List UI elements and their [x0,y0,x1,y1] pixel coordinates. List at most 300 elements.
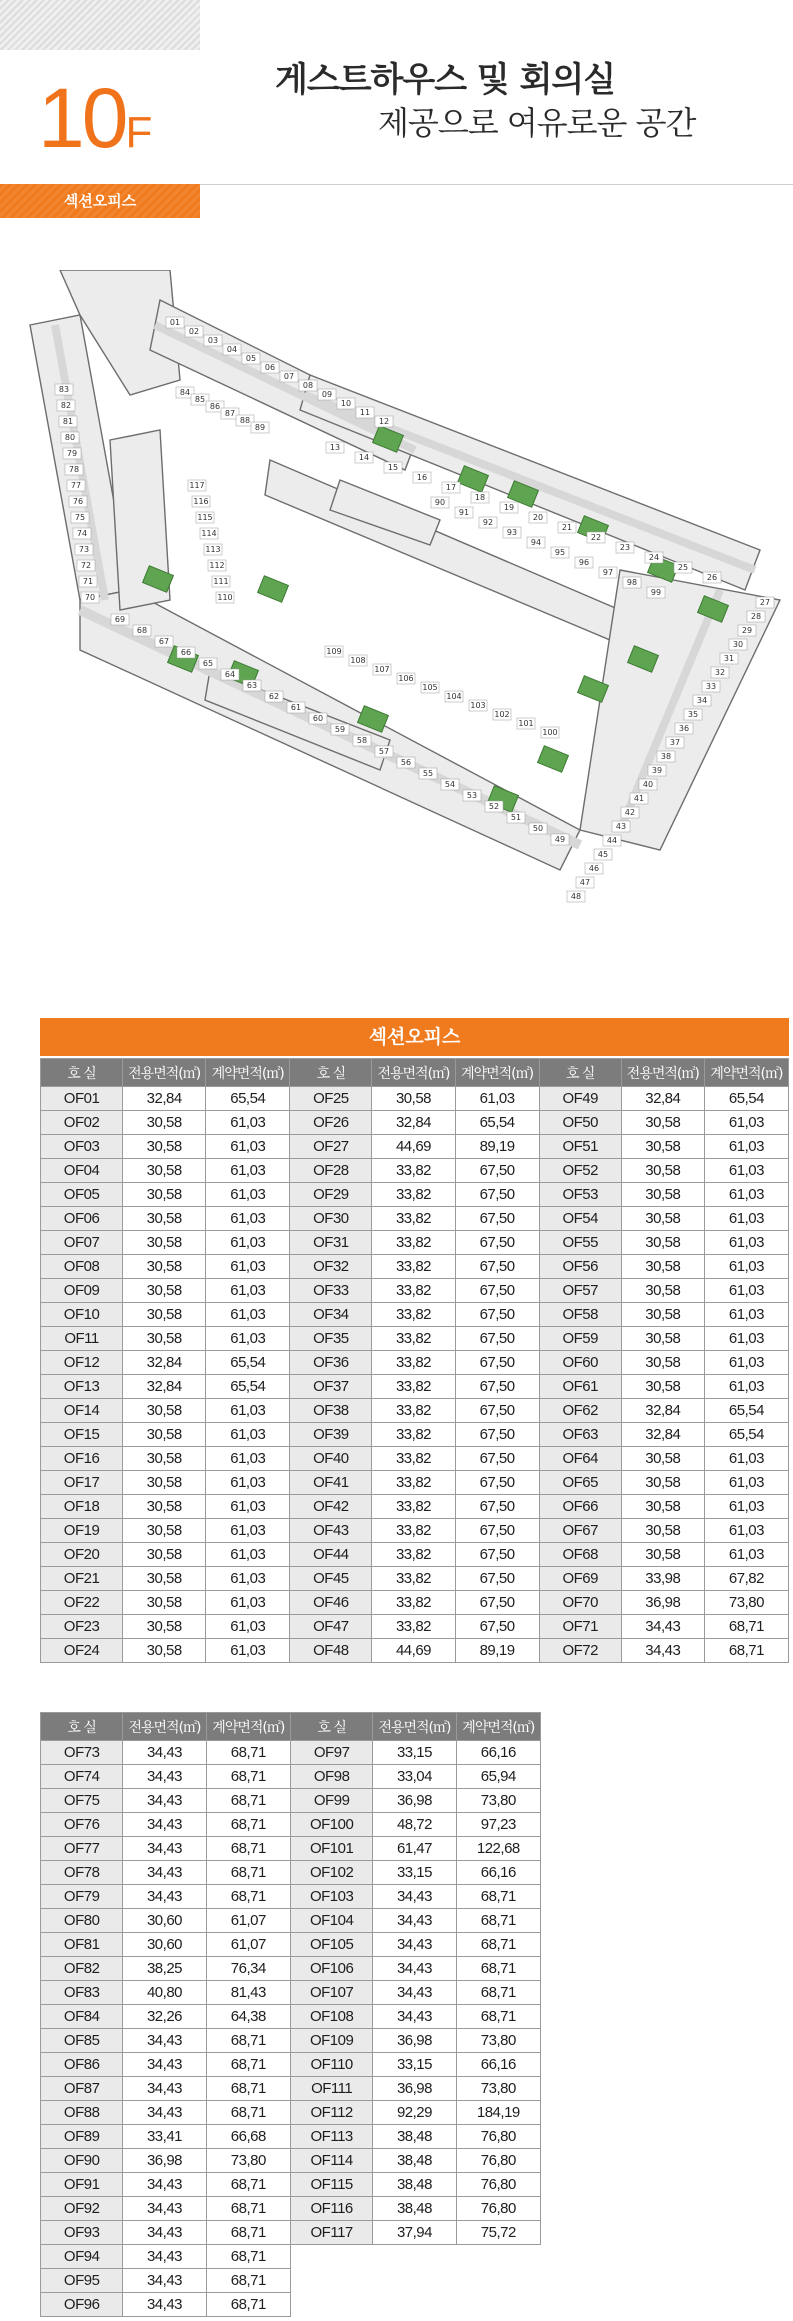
exclusive-area-cell: 30,58 [123,1567,206,1591]
contract-area-cell: 65,54 [206,1351,290,1375]
unit-cell: OF36 [290,1351,372,1375]
header-unit: 호 실 [539,1059,621,1087]
exclusive-area-cell: 33,82 [372,1255,455,1279]
contract-area-cell: 68,71 [206,1885,290,1909]
room-number-label: 08 [302,381,314,390]
exclusive-area-cell: 30,58 [123,1159,206,1183]
exclusive-area-cell: 34,43 [123,2221,206,2245]
exclusive-area-cell: 34,43 [123,2197,206,2221]
table-row [41,1447,789,1471]
exclusive-area-cell: 33,82 [372,1615,455,1639]
room-number-label: 62 [268,692,280,701]
floor-plan [20,270,793,910]
contract-area-cell: 61,03 [704,1279,788,1303]
unit-cell: OF21 [41,1567,123,1591]
table-row [41,1861,541,1885]
contract-area-cell: 89,19 [455,1639,539,1663]
courtyard-green [538,746,569,772]
room-number-label: 102 [494,710,510,719]
room-number-label: 101 [518,719,534,728]
unit-cell: OF35 [290,1327,372,1351]
table-row [41,2197,541,2221]
exclusive-area-cell: 30,58 [123,1639,206,1663]
unit-cell: OF97 [290,1741,372,1765]
table-row [41,2077,541,2101]
room-number-label: 60 [312,714,324,723]
unit-cell: OF11 [41,1327,123,1351]
exclusive-area-cell: 30,58 [621,1159,704,1183]
exclusive-area-cell: 30,58 [621,1471,704,1495]
contract-area-cell: 67,50 [455,1615,539,1639]
unit-cell: OF33 [290,1279,372,1303]
unit-cell: OF42 [290,1495,372,1519]
contract-area-cell: 61,03 [206,1519,290,1543]
empty-cell [290,2293,372,2317]
contract-area-cell: 61,07 [206,1933,290,1957]
exclusive-area-cell: 30,58 [123,1471,206,1495]
table-row [41,2053,541,2077]
contract-area-cell: 76,80 [456,2149,540,2173]
unit-cell: OF14 [41,1399,123,1423]
exclusive-area-cell: 33,82 [372,1351,455,1375]
unit-cell: OF99 [290,1789,372,1813]
exclusive-area-cell: 36,98 [373,2029,456,2053]
room-number-label: 55 [422,769,434,778]
exclusive-area-cell: 30,58 [123,1495,206,1519]
unit-cell: OF20 [41,1543,123,1567]
unit-cell: OF41 [290,1471,372,1495]
exclusive-area-cell: 32,84 [123,1351,206,1375]
contract-area-cell: 76,80 [456,2197,540,2221]
exclusive-area-cell: 30,58 [123,1207,206,1231]
exclusive-area-cell: 34,43 [373,2005,456,2029]
table-row [41,1765,541,1789]
contract-area-cell: 61,03 [704,1495,788,1519]
room-number-label: 71 [82,577,94,586]
room-number-label: 111 [213,577,229,586]
room-number-label: 15 [387,463,399,472]
exclusive-area-cell: 33,15 [373,1741,456,1765]
section-tag: 섹션오피스 [0,184,200,218]
room-number-label: 39 [651,766,663,775]
contract-area-cell: 67,50 [455,1471,539,1495]
table-row [41,1981,541,2005]
unit-cell: OF02 [41,1111,123,1135]
contract-area-cell: 61,03 [206,1567,290,1591]
table-row [41,1615,789,1639]
header-contract-area: 계약면적(㎡) [206,1059,290,1087]
exclusive-area-cell: 32,26 [123,2005,206,2029]
header-contract-area: 계약면적(㎡) [206,1713,290,1741]
floor-number-digits: 10 [38,71,126,165]
exclusive-area-cell: 30,58 [123,1111,206,1135]
contract-area-cell: 122,68 [456,1837,540,1861]
contract-area-cell: 73,80 [456,1789,540,1813]
contract-area-cell: 73,80 [206,2149,290,2173]
exclusive-area-cell: 33,82 [372,1423,455,1447]
unit-cell: OF89 [41,2125,123,2149]
exclusive-area-cell: 33,82 [372,1495,455,1519]
exclusive-area-cell: 30,58 [372,1087,455,1111]
unit-cell: OF15 [41,1423,123,1447]
contract-area-cell: 67,50 [455,1399,539,1423]
contract-area-cell: 67,50 [455,1495,539,1519]
exclusive-area-cell: 30,58 [621,1255,704,1279]
unit-cell: OF107 [290,1981,372,2005]
unit-cell: OF34 [290,1303,372,1327]
unit-cell: OF57 [539,1279,621,1303]
exclusive-area-cell: 30,58 [621,1135,704,1159]
unit-cell: OF47 [290,1615,372,1639]
room-number-label: 107 [374,665,390,674]
room-number-label: 100 [542,728,558,737]
exclusive-area-cell: 34,43 [373,1933,456,1957]
unit-cell: OF75 [41,1789,123,1813]
room-number-label: 49 [554,835,566,844]
room-number-label: 33 [705,682,717,691]
table-row [41,1087,789,1111]
table-row [41,1837,541,1861]
empty-cell [290,2269,372,2293]
exclusive-area-cell: 36,98 [123,2149,206,2173]
exclusive-area-cell: 34,43 [123,2053,206,2077]
contract-area-cell: 67,50 [455,1519,539,1543]
unit-cell: OF113 [290,2125,372,2149]
exclusive-area-cell: 61,47 [373,1837,456,1861]
exclusive-area-cell: 33,15 [373,2053,456,2077]
exclusive-area-cell: 92,29 [373,2101,456,2125]
table-row [41,2005,541,2029]
contract-area-cell: 61,03 [704,1447,788,1471]
contract-area-cell: 67,50 [455,1543,539,1567]
contract-area-cell: 66,68 [206,2125,290,2149]
contract-area-cell: 68,71 [456,1933,540,1957]
table-row [41,2173,541,2197]
contract-area-cell: 65,54 [206,1375,290,1399]
room-number-label: 16 [416,473,428,482]
room-number-label: 72 [80,561,92,570]
unit-cell: OF81 [41,1933,123,1957]
room-number-label: 69 [114,615,126,624]
exclusive-area-cell: 32,84 [123,1087,206,1111]
room-number-label: 89 [254,423,266,432]
unit-cell: OF25 [290,1087,372,1111]
contract-area-cell: 73,80 [456,2077,540,2101]
header-contract-area: 계약면적(㎡) [704,1059,788,1087]
exclusive-area-cell: 33,82 [372,1543,455,1567]
room-number-label: 02 [188,327,200,336]
exclusive-area-cell: 34,43 [123,1885,206,1909]
table-row [41,1543,789,1567]
header-contract-area: 계약면적(㎡) [455,1059,539,1087]
contract-area-cell: 65,54 [704,1087,788,1111]
contract-area-cell: 68,71 [206,1789,290,1813]
room-number-label: 59 [334,725,346,734]
exclusive-area-cell: 33,82 [372,1591,455,1615]
room-number-label: 85 [194,395,206,404]
exclusive-area-cell: 30,58 [123,1447,206,1471]
room-number-label: 79 [66,449,78,458]
exclusive-area-cell: 30,60 [123,1909,206,1933]
contract-area-cell: 68,71 [456,1981,540,2005]
floor-number [38,71,153,173]
room-number-label: 61 [290,703,302,712]
exclusive-area-cell: 34,43 [123,2293,206,2317]
contract-area-cell: 61,03 [704,1471,788,1495]
unit-cell: OF105 [290,1933,372,1957]
unit-cell: OF50 [539,1111,621,1135]
exclusive-area-cell: 34,43 [373,1909,456,1933]
contract-area-cell: 67,50 [455,1279,539,1303]
unit-cell: OF87 [41,2077,123,2101]
contract-area-cell: 61,03 [206,1543,290,1567]
table-row [41,1639,789,1663]
room-number-label: 108 [350,656,366,665]
unit-cell: OF08 [41,1255,123,1279]
exclusive-area-cell: 36,98 [373,1789,456,1813]
header-unit: 호 실 [290,1713,372,1741]
contract-area-cell: 68,71 [206,1741,290,1765]
header-unit: 호 실 [290,1059,372,1087]
contract-area-cell: 67,50 [455,1447,539,1471]
contract-area-cell: 67,50 [455,1351,539,1375]
unit-cell: OF56 [539,1255,621,1279]
contract-area-cell: 61,03 [704,1543,788,1567]
exclusive-area-cell: 38,25 [123,1957,206,1981]
exclusive-area-cell: 30,58 [123,1615,206,1639]
contract-area-cell: 61,03 [704,1231,788,1255]
header-exclusive-area: 전용면적(㎡) [123,1713,206,1741]
unit-cell: OF58 [539,1303,621,1327]
contract-area-cell: 61,03 [704,1519,788,1543]
empty-cell [456,2245,540,2269]
contract-area-cell: 61,03 [206,1591,290,1615]
exclusive-area-cell: 33,98 [621,1567,704,1591]
table-row [41,1183,789,1207]
unit-cell: OF55 [539,1231,621,1255]
room-number-label: 65 [202,659,214,668]
table-row [41,1591,789,1615]
table-row [41,2125,541,2149]
table-row [41,1885,541,1909]
exclusive-area-cell: 34,43 [123,1765,206,1789]
exclusive-area-cell: 32,84 [621,1399,704,1423]
contract-area-cell: 61,03 [704,1375,788,1399]
exclusive-area-cell: 33,82 [372,1327,455,1351]
room-number-label: 31 [723,654,735,663]
table-row [41,1351,789,1375]
header-contract-area: 계약면적(㎡) [456,1713,540,1741]
exclusive-area-cell: 34,43 [123,2029,206,2053]
contract-area-cell: 76,34 [206,1957,290,1981]
contract-area-cell: 73,80 [456,2029,540,2053]
area-table-2-body [41,1741,541,2317]
unit-cell: OF96 [41,2293,123,2317]
exclusive-area-cell: 30,58 [123,1399,206,1423]
unit-cell: OF82 [41,1957,123,1981]
unit-cell: OF86 [41,2053,123,2077]
exclusive-area-cell: 38,48 [373,2149,456,2173]
unit-cell: OF17 [41,1471,123,1495]
exclusive-area-cell: 33,82 [372,1279,455,1303]
room-number-label: 97 [602,568,614,577]
room-number-label: 105 [422,683,438,692]
unit-cell: OF52 [539,1159,621,1183]
exclusive-area-cell: 36,98 [621,1591,704,1615]
contract-area-cell: 75,72 [456,2221,540,2245]
unit-cell: OF73 [41,1741,123,1765]
unit-cell: OF44 [290,1543,372,1567]
contract-area-cell: 61,03 [206,1615,290,1639]
room-number-label: 18 [474,493,486,502]
room-number-label: 01 [169,318,181,327]
exclusive-area-cell: 30,58 [123,1135,206,1159]
room-number-label: 70 [84,593,96,602]
room-number-label: 67 [158,637,170,646]
unit-cell: OF04 [41,1159,123,1183]
contract-area-cell: 61,03 [704,1327,788,1351]
area-table-2 [40,1712,541,2317]
room-number-label: 29 [741,626,753,635]
contract-area-cell: 61,03 [206,1303,290,1327]
courtyard-green [258,576,289,602]
empty-cell [456,2293,540,2317]
unit-cell: OF05 [41,1183,123,1207]
exclusive-area-cell: 34,43 [123,1789,206,1813]
header-hatch-decoration [0,0,200,50]
room-number-label: 14 [358,453,370,462]
contract-area-cell: 68,71 [206,2173,290,2197]
exclusive-area-cell: 37,94 [373,2221,456,2245]
exclusive-area-cell: 34,43 [123,2173,206,2197]
contract-area-cell: 184,19 [456,2101,540,2125]
room-number-label: 53 [466,791,478,800]
exclusive-area-cell: 38,48 [373,2125,456,2149]
room-number-label: 58 [356,736,368,745]
table-row [41,1399,789,1423]
room-number-label: 32 [714,668,726,677]
room-number-label: 05 [245,354,257,363]
room-number-label: 93 [506,528,518,537]
room-number-label: 36 [678,724,690,733]
exclusive-area-cell: 34,43 [621,1639,704,1663]
room-number-label: 26 [706,573,718,582]
room-number-label: 20 [532,513,544,522]
exclusive-area-cell: 30,58 [123,1303,206,1327]
header-unit: 호 실 [41,1059,123,1087]
exclusive-area-cell: 33,82 [372,1519,455,1543]
contract-area-cell: 68,71 [206,1837,290,1861]
header-exclusive-area: 전용면적(㎡) [373,1713,456,1741]
exclusive-area-cell: 30,58 [621,1279,704,1303]
room-number-label: 44 [606,836,618,845]
unit-cell: OF66 [539,1495,621,1519]
exclusive-area-cell: 44,69 [372,1639,455,1663]
room-number-label: 12 [378,417,390,426]
unit-cell: OF09 [41,1279,123,1303]
room-number-label: 117 [189,481,205,490]
exclusive-area-cell: 30,58 [621,1303,704,1327]
contract-area-cell: 61,03 [206,1255,290,1279]
room-number-label: 57 [378,747,390,756]
contract-area-cell: 68,71 [206,2197,290,2221]
contract-area-cell: 65,54 [455,1111,539,1135]
unit-cell: OF32 [290,1255,372,1279]
contract-area-cell: 68,71 [206,1861,290,1885]
contract-area-cell: 67,50 [455,1183,539,1207]
unit-cell: OF06 [41,1207,123,1231]
unit-cell: OF116 [290,2197,372,2221]
exclusive-area-cell: 34,43 [123,1741,206,1765]
exclusive-area-cell: 34,43 [373,1981,456,2005]
exclusive-area-cell: 38,48 [373,2197,456,2221]
unit-cell: OF64 [539,1447,621,1471]
unit-cell: OF07 [41,1231,123,1255]
room-number-label: 34 [696,696,708,705]
table-row [41,1423,789,1447]
contract-area-cell: 67,50 [455,1327,539,1351]
contract-area-cell: 68,71 [206,2101,290,2125]
room-number-label: 52 [488,802,500,811]
unit-cell: OF16 [41,1447,123,1471]
unit-cell: OF117 [290,2221,372,2245]
room-number-label: 116 [193,497,209,506]
room-number-label: 09 [321,390,333,399]
room-number-label: 48 [570,892,582,901]
table-row [41,2269,541,2293]
table-header-row [41,1059,789,1087]
room-number-label: 54 [444,780,456,789]
exclusive-area-cell: 30,58 [621,1375,704,1399]
exclusive-area-cell: 34,43 [123,1837,206,1861]
contract-area-cell: 68,71 [456,1885,540,1909]
room-number-label: 94 [530,538,542,547]
empty-cell [373,2245,456,2269]
unit-cell: OF78 [41,1861,123,1885]
unit-cell: OF83 [41,1981,123,2005]
header-exclusive-area: 전용면적(㎡) [123,1059,206,1087]
exclusive-area-cell: 30,58 [621,1543,704,1567]
exclusive-area-cell: 30,58 [621,1351,704,1375]
table-row [41,1231,789,1255]
room-number-label: 77 [70,481,82,490]
room-number-label: 46 [588,864,600,873]
table-row [41,2029,541,2053]
contract-area-cell: 89,19 [455,1135,539,1159]
unit-cell: OF100 [290,1813,372,1837]
table-row [41,1135,789,1159]
room-number-label: 90 [434,498,446,507]
unit-cell: OF88 [41,2101,123,2125]
table-row [41,1279,789,1303]
contract-area-cell: 68,71 [206,2077,290,2101]
exclusive-area-cell: 34,43 [373,1885,456,1909]
room-number-label: 04 [226,345,238,354]
exclusive-area-cell: 30,58 [123,1591,206,1615]
exclusive-area-cell: 30,58 [123,1543,206,1567]
room-number-label: 110 [217,593,233,602]
floor-plan-structure [30,270,780,902]
exclusive-area-cell: 30,58 [621,1447,704,1471]
contract-area-cell: 68,71 [206,1765,290,1789]
room-number-label: 81 [62,417,74,426]
unit-cell: OF48 [290,1639,372,1663]
room-number-label: 92 [482,518,494,527]
exclusive-area-cell: 30,58 [621,1327,704,1351]
room-number-label: 106 [398,674,414,683]
contract-area-cell: 66,16 [456,1741,540,1765]
table-row [41,1789,541,1813]
